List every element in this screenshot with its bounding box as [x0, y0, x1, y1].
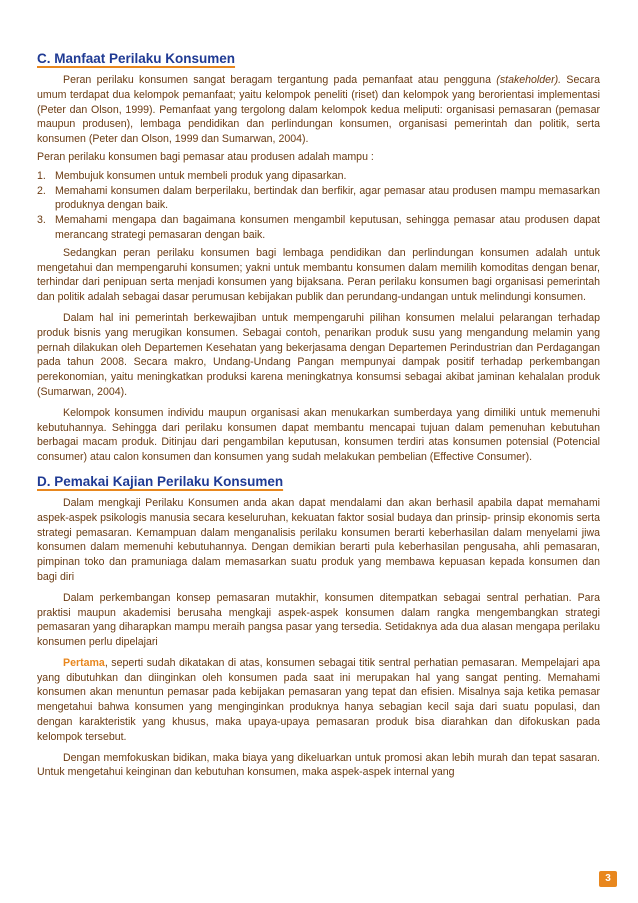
section-d-paragraph-1: Dalam mengkaji Perilaku Konsumen anda akan dapat mendalami dan akan berhasil apabila dapat memahami aspek-aspek psikologis manusia secara keseluruhan, kekuatan faktor sosial budaya dan prinsip- prinsip ekonomis serta strategi pemasaran. Kemampuan dalam menganalisis perilaku konsumen berarti keberhasilan dalam menyelami jiwa konsumen dalam memenuhi kebutuhannya. Dengan demikian berarti pula keberhasilan pengusaha, ahli pemasaran, pimpinan toko dan pramuniaga dalam memasarkan suatu produk yang membawa kepuasan kepada konsumen dan bagi diri [37, 496, 600, 583]
emphasis-word: Pertama [63, 656, 105, 669]
role-list [37, 169, 600, 243]
section-d-paragraph-3 [37, 656, 600, 745]
list-item-number: 1. [37, 169, 46, 182]
section-d-paragraph-4: Dengan memfokuskan bidikan, maka biaya yang dikeluarkan untuk promosi akan lebih murah dan tepat sasaran. Untuk mengetahui keinginan dan kebutuhan konsumen, maka aspek-aspek internal yang [37, 751, 600, 779]
section-d-heading: D. Pemakai Kajian Perilaku Konsumen [37, 473, 284, 489]
paragraph-text: , seperti sudah dikatakan di atas, konsumen sebagai titik sentral perhatian pemasaran. Mempelajari apa yang dibutuhkan dan diinginkan oleh konsumen pada saat ini merupakan hal yang sangat penting. Memahami konsumen akan menuntun pemasar pada kebijakan pemasaran yang tepat dan efisien. Misalnya saja ketika pemasar mengetahui bahwa konsumen yang menginginkan produknya hanya sebagian kecil saja dari suatu populasi, dan dengan karakteristik yang khusus, maka upaya-upaya pemasaran produk bisa diarahkan dan difokuskan pada kelompok tersebut. [37, 656, 600, 743]
list-item-text: Memahami mengapa dan bagaimana konsumen mengambil keputusan, sehingga pemasar atau produsen dapat merancang strategi pemasaran dengan baik. [55, 214, 600, 241]
section-c-paragraph-5: Kelompok konsumen individu maupun organisasi akan menukarkan sumberdaya yang dimiliki untuk memenuhi kebutuhannya. Sehingga dari perilaku konsumen dapat membantu mencapai tujuan dalam pemenuhan kebutuhan berbagai macam produk. Ditinjau dari pengambilan keputusan, konsumen terdiri atas konsumen potensial (Potencial consumer) atau calon konsumen dan konsumen yang sudah melakukan pembelian (Effective Consumer). [37, 406, 600, 464]
list-item [37, 184, 600, 214]
section-d-paragraph-2: Dalam perkembangan konsep pemasaran mutakhir, konsumen ditempatkan sebagai sentral perhatian. Para praktisi maupun akademisi berusaha mengkaji aspek-aspek konsumen dalam rangka mengembangkan strategi pemasaran yang diharapkan mampu meraih pangsa pasar yang tersedia. Setidaknya ada dua alasan mengapa perilaku konsumen perlu dipelajari [37, 591, 600, 649]
section-c-paragraph-4: Dalam hal ini pemerintah berkewajiban untuk mempengaruhi pilihan konsumen melalui pelarangan terhadap produk bisnis yang merugikan konsumen. Sebagai contoh, penarikan produk susu yang mengandung melamin yang pernah dilakukan oleh Departemen Kesehatan yang bekerjasama dengan Departemen Perindustrian dan Perdagangan pada tahun 2008. Secara makro, Undang-Undang Pangan mempunyai dampak positif terhadap perkembangan perekonomian, yaitu meningkatkan produksi karena meningkatnya konsumsi sebagai akibat jaminan kehalalan produk (Sumarwan, 2004). [37, 311, 600, 398]
list-item-text: Memahami konsumen dalam berperilaku, bertindak dan berfikir, agar pemasar atau produsen mampu memasarkan produknya dengan baik. [55, 184, 600, 212]
paragraph-text: Peran perilaku konsumen sangat beragam tergantung pada pemanfaat atau pengguna [63, 74, 497, 86]
section-c-paragraph-2: Peran perilaku konsumen bagi pemasar atau produsen adalah mampu : [37, 150, 374, 163]
section-c-paragraph-1 [37, 73, 600, 147]
list-item-number: 3. [37, 214, 46, 227]
list-item [37, 169, 600, 184]
list-item-number: 2. [37, 184, 46, 197]
section-c-paragraph-3: Sedangkan peran perilaku konsumen bagi lembaga pendidikan dan perlindungan konsumen adalah untuk mengetahui dan mempengaruhi konsumen; yakni untuk membantu konsumen dalam memilih komoditas dengan benar, terhindar dari penipuan serta menjadi konsumen yang bijaksana. Peran perilaku konsumen bagi organisasi pemerintah dan politik adalah sebagai dasar perumusan kebijakan publik dan perundang-undangan untuk melindungi konsumen. [37, 246, 600, 304]
list-item [37, 213, 600, 243]
page-number: 3 [599, 871, 617, 887]
paragraph-italic-term: (stakeholder). [496, 74, 562, 86]
section-c-heading: C. Manfaat Perilaku Konsumen [37, 51, 236, 66]
paragraph-text: Secara umum terdapat dua kelompok pemanfaat; yaitu kelompok peneliti (riset) dan kelompok yang berorientasi implementasi (Peter dan Olson, 1999). Pemanfaat yang tergolong dalam kelompok kedua meliputi: organisasi pemasaran (pemasar maupun produsen), lembaga pendidikan dan perlindungan konsumen, organisasi pemerintah dan politik, serta konsumen (Peter dan Olson, 1999 dan Sumarwan, 2004). [37, 74, 600, 146]
list-item-text: Membujuk konsumen untuk membeli produk yang dipasarkan. [55, 169, 347, 182]
document-page [37, 50, 600, 780]
